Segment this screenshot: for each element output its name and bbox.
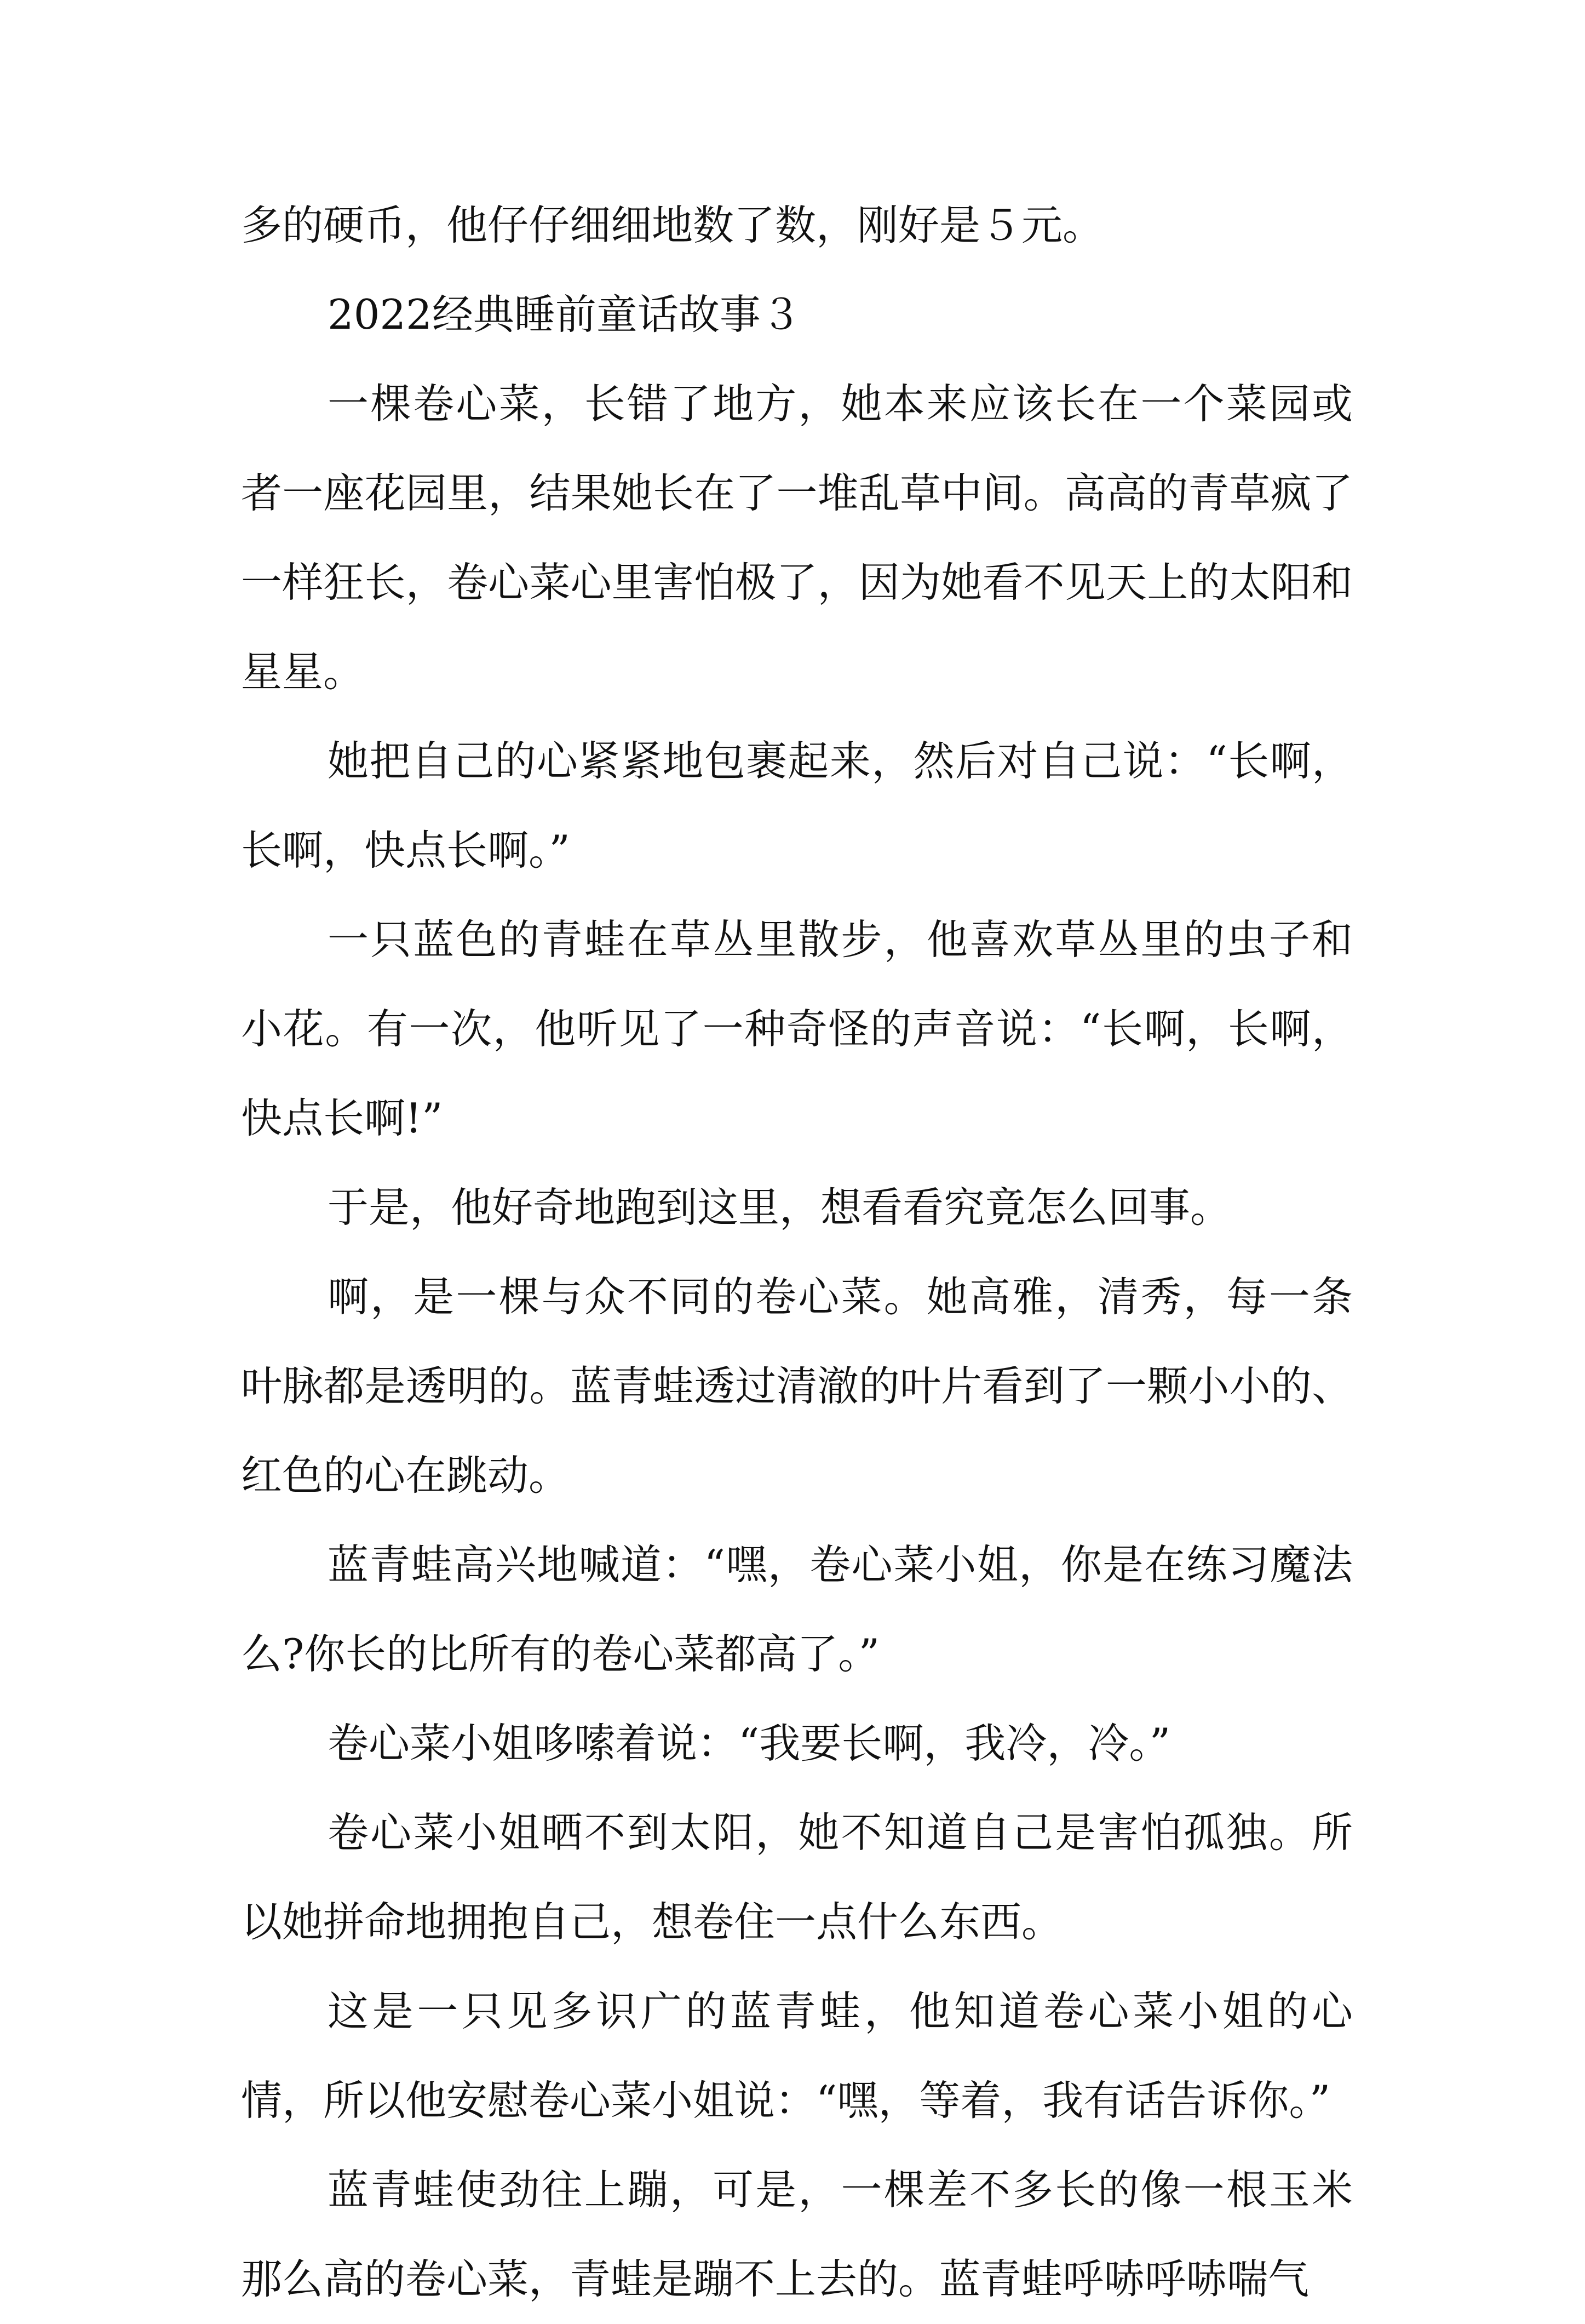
paragraph: 一只蓝色的青蛙在草丛里散步，他喜欢草丛里的虫子和小花。有一次，他听见了一种奇怪的声音说：“长啊，长啊，快点长啊!” [241, 915, 1353, 1142]
paragraph: 于是，他好奇地跑到这里，想看看究竟怎么回事。 [328, 1183, 1232, 1232]
paragraph: 这是一只见多识广的蓝青蛙，他知道卷心菜小姐的心情，所以他安慰卷心菜小姐说：“嘿，等着，我有话告诉你。” [241, 1987, 1353, 2125]
paragraph: 卷心菜小姐晒不到太阳，她不知道自己是害怕孤独。所以她拼命地拥抱自己，想卷住一点什么东西。 [241, 1808, 1353, 1946]
paragraph: 蓝青蛙高兴地喊道：“嘿，卷心菜小姐，你是在练习魔法么?你长的比所有的卷心菜都高了。” [241, 1541, 1353, 1678]
body-text [241, 181, 1353, 2324]
section-heading: 2022经典睡前童话故事３ [328, 290, 802, 339]
paragraph: 啊，是一棵与众不同的卷心菜。她高雅，清秀，每一条叶脉都是透明的。蓝青蛙透过清澈的叶片看到了一颗小小的、红色的心在跳动。 [241, 1273, 1353, 1499]
paragraph: 一棵卷心菜，长错了地方，她本来应该长在一个菜园或者一座花园里，结果她长在了一堆乱草中间。高高的青草疯了一样狂长，卷心菜心里害怕极了，因为她看不见天上的太阳和星星。 [241, 380, 1353, 696]
paragraph-continuation: 多的硬币，他仔仔细细地数了数，刚好是５元。 [241, 201, 1104, 249]
paragraph: 蓝青蛙使劲往上蹦，可是，一棵差不多长的像一根玉米那么高的卷心菜，青蛙是蹦不上去的。蓝青蛙呼哧呼哧喘气 [241, 2166, 1353, 2303]
paragraph: 卷心菜小姐哆嗦着说：“我要长啊，我冷，冷。” [328, 1719, 1171, 1767]
paragraph: 她把自己的心紧紧地包裹起来，然后对自己说：“长啊，长啊，快点长啊。” [241, 737, 1353, 874]
